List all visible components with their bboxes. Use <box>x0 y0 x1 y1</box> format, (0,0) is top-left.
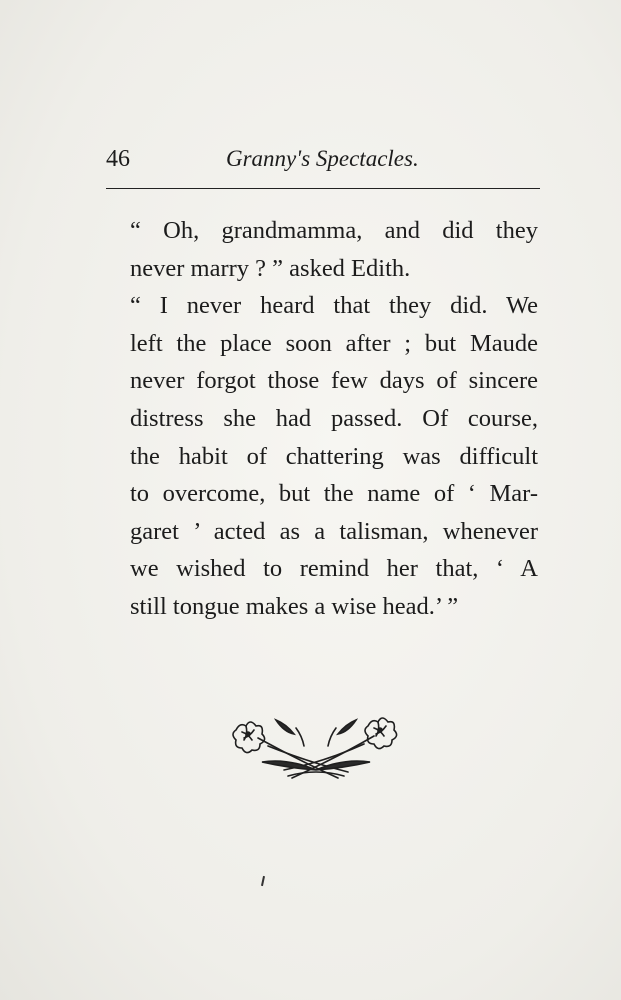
text-line: garet ’ acted as a talisman, whenever <box>130 517 538 545</box>
text-line: distress she had passed. Of course, <box>130 404 538 432</box>
text-line: never forgot those few days of sincere <box>130 367 538 395</box>
running-title: Granny's Spectacles. <box>226 146 419 171</box>
paragraph-2 <box>106 287 538 625</box>
header-rule <box>106 188 540 189</box>
text-line: still tongue makes a wise head.’ ” <box>130 592 459 620</box>
paragraph-1 <box>106 212 538 287</box>
stray-ink-mark <box>261 876 265 886</box>
text-line: left the place soon after ; but Maude <box>130 329 538 357</box>
text-line: “ I never heard that they did. We <box>130 292 538 320</box>
text-line: the habit of chattering was difficult <box>130 442 538 470</box>
text-line: we wished to remind her that, ‘ A <box>130 555 538 583</box>
text-line: never marry ? ” asked Edith. <box>130 254 411 282</box>
carnation-sprays-ornament-icon <box>228 710 404 786</box>
text-line: “ Oh, grandmamma, and did they <box>130 217 538 244</box>
text-line: to overcome, but the name of ‘ Mar- <box>130 480 538 508</box>
page-number: 46 <box>106 146 130 172</box>
running-head <box>106 146 538 176</box>
body-text <box>106 212 538 626</box>
